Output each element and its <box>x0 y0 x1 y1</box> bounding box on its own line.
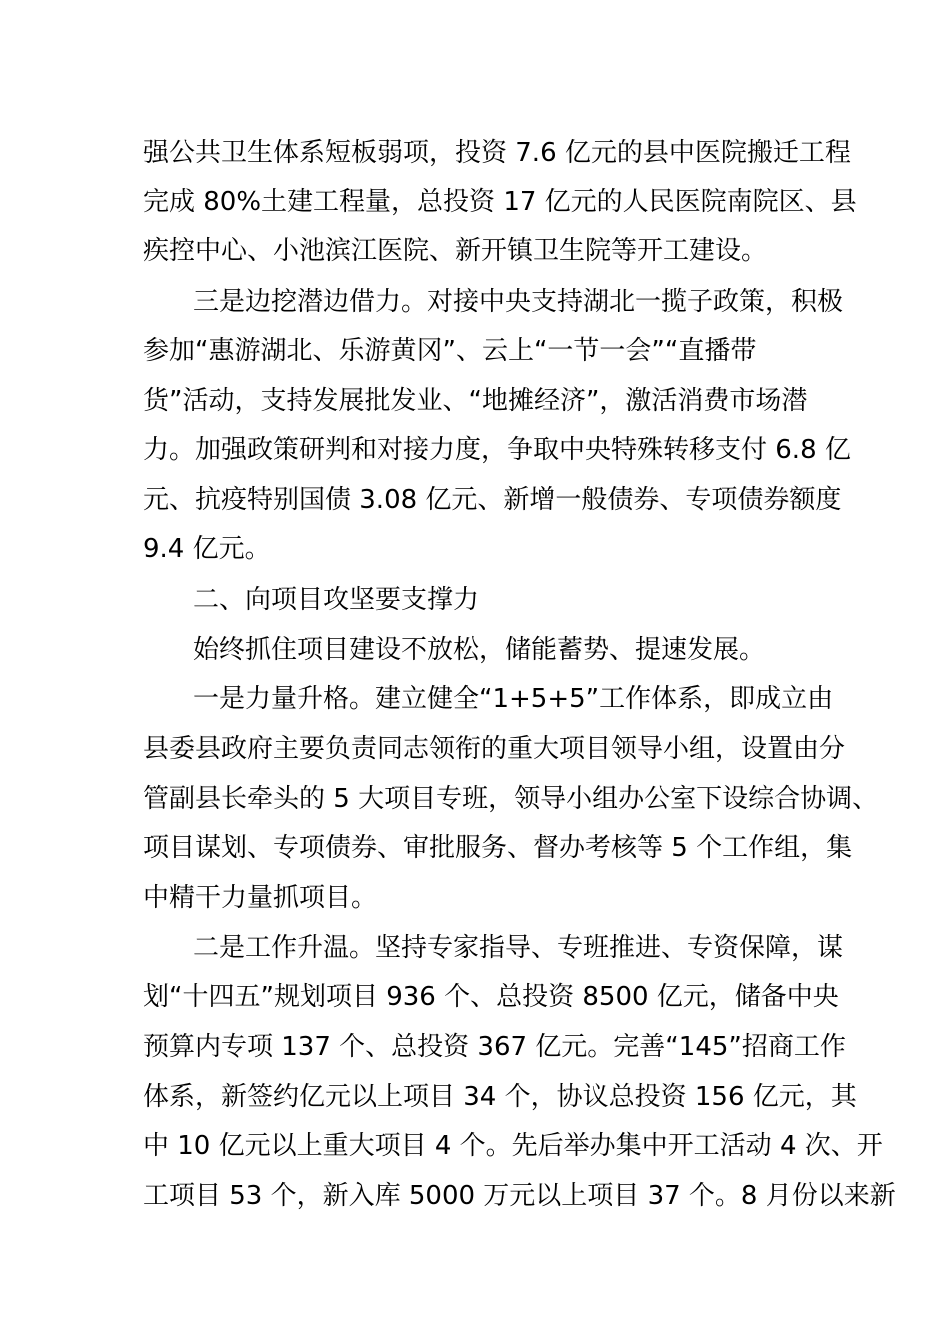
text-line-21: 中 10 亿元以上重大项目 4 个。先后举办集中开工活动 4 次、开 <box>143 1131 883 1161</box>
text-line-15: 项目谋划、专项债券、审批服务、督办考核等 5 个工作组，集 <box>143 833 853 863</box>
text-line-11: 始终抓住项目建设不放松，储能蓄势、提速发展。 <box>193 635 766 665</box>
text-line-16: 中精干力量抓项目。 <box>143 883 378 913</box>
text-line-1: 强公共卫生体系短板弱项，投资 7.6 亿元的县中医院搬迁工程 <box>143 138 851 168</box>
text-line-17: 二是工作升温。坚持专家指导、专班推进、专资保障，谋 <box>193 933 844 963</box>
text-line-14: 管副县长牵头的 5 大项目专班，领导小组办公室下设综合协调、 <box>143 784 879 814</box>
text-line-8: 元、抗疫特别国债 3.08 亿元、新增一般债券、专项债券额度 <box>143 485 842 515</box>
text-line-13: 县委县政府主要负责同志领衔的重大项目领导小组，设置由分 <box>143 734 846 764</box>
text-line-2: 完成 80%土建工程量，总投资 17 亿元的人民医院南院区、县 <box>143 187 857 217</box>
text-line-9: 9.4 亿元。 <box>143 534 271 564</box>
text-line-12: 一是力量升格。建立健全“1+5+5”工作体系，即成立由 <box>193 684 834 714</box>
text-line-6: 货”活动，支持发展批发业、“地摊经济”，激活消费市场潜 <box>143 386 808 416</box>
text-line-19: 预算内专项 137 个、总投资 367 亿元。完善“145”招商工作 <box>143 1032 846 1062</box>
text-line-7: 力。加强政策研判和对接力度，争取中央特殊转移支付 6.8 亿 <box>143 435 851 465</box>
text-line-5: 参加“惠游湖北、乐游黄冈”、云上“一节一会”“直播带 <box>143 336 757 366</box>
section-heading: 二、向项目攻坚要支撑力 <box>193 585 480 615</box>
text-line-4: 三是边挖潜边借力。对接中央支持湖北一揽子政策，积极 <box>193 287 844 317</box>
text-line-18: 划“十四五”规划项目 936 个、总投资 8500 亿元，储备中央 <box>143 982 839 1012</box>
text-line-20: 体系，新签约亿元以上项目 34 个，协议总投资 156 亿元，其 <box>143 1082 857 1112</box>
text-line-22: 工项目 53 个，新入库 5000 万元以上项目 37 个。8 月份以来新 <box>143 1181 896 1211</box>
text-line-3: 疾控中心、小池滨江医院、新开镇卫生院等开工建设。 <box>143 236 768 266</box>
